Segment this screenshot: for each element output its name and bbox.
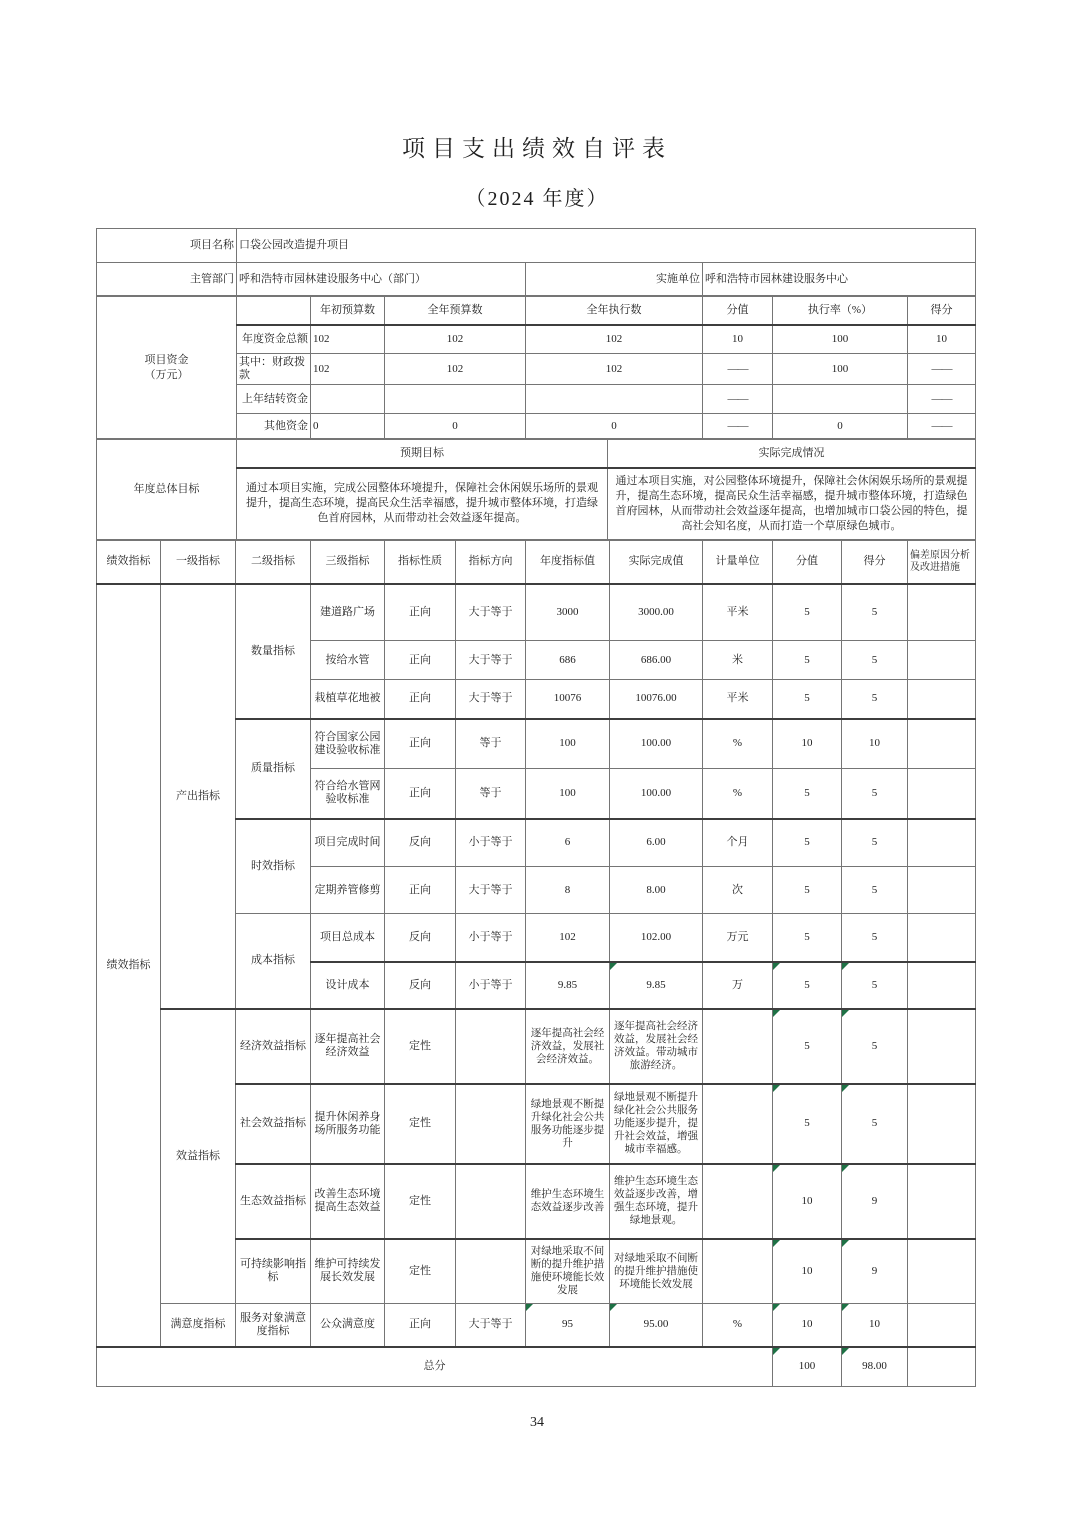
ind-r11-weight-value: 5 — [804, 1117, 810, 1129]
ind-r4-score: 10 — [842, 719, 908, 769]
ind-r2-score: 5 — [842, 641, 908, 680]
ind-r14-target — [526, 1304, 610, 1347]
funds-other-label: 其他资金 — [237, 414, 311, 439]
ind-r10-nature: 定性 — [385, 1009, 456, 1084]
project-name-value: 口袋公园改造提升项目 — [237, 229, 976, 263]
ind-r5-actual: 100.00 — [610, 769, 703, 819]
l2-service-label: 服务对象满意度指标 — [236, 1304, 311, 1347]
perf-group-label: 绩效指标 — [97, 584, 161, 1347]
total-score-value — [842, 1347, 908, 1387]
ind-r9-weight-value: 5 — [804, 978, 810, 991]
ind-r2-nature: 正向 — [385, 641, 456, 680]
page-title: 项目支出绩效自评表 — [402, 136, 672, 161]
ind-r11-direction — [456, 1084, 526, 1164]
ind-r4-deviation — [908, 719, 976, 769]
ind-r4-weight: 10 — [773, 719, 842, 769]
ind-r12-score-value: 9 — [871, 1194, 878, 1207]
annual-goal-label: 年度总体目标 — [97, 440, 237, 540]
l2-time-label: 时效指标 — [236, 819, 311, 914]
green-corner-flag-icon — [842, 1240, 849, 1247]
ind-r14-weight — [773, 1304, 842, 1347]
ind-r8-score: 5 — [842, 914, 908, 962]
ind-r1-score: 5 — [842, 584, 908, 641]
funds-header-score: 得分 — [908, 297, 976, 325]
ind-r7-direction: 大于等于 — [456, 867, 526, 914]
l2-economic-label: 经济效益指标 — [236, 1009, 311, 1084]
funds-header-blank — [237, 297, 311, 325]
funds-total-begin: 102 — [311, 325, 385, 354]
ind-r11-deviation — [908, 1084, 976, 1164]
dept-label: 主管部门 — [97, 263, 237, 296]
funds-carry-full — [385, 385, 526, 414]
funds-header-full: 全年预算数 — [385, 297, 526, 325]
expected-goal-header: 预期目标 — [237, 440, 608, 468]
ind-r3-direction: 大于等于 — [456, 680, 526, 719]
ind-r14-l3: 公众满意度 — [311, 1304, 385, 1347]
ind-r13-weight-value: 10 — [801, 1264, 813, 1277]
funds-row-label — [97, 297, 237, 439]
ind-r2-weight: 5 — [773, 641, 842, 680]
ind-r5-target: 100 — [526, 769, 610, 819]
ind-r13-deviation — [908, 1239, 976, 1304]
ind-r7-actual: 8.00 — [610, 867, 703, 914]
ind-header-l3: 三级指标 — [311, 541, 385, 584]
funds-fiscal-rate: 100 — [773, 354, 908, 385]
l2-sustain-label: 可持续影响指标 — [236, 1239, 311, 1304]
ind-r8-deviation — [908, 914, 976, 962]
ind-r12-l3: 改善生态环境提高生态效益 — [311, 1164, 385, 1239]
ind-r5-score: 5 — [842, 769, 908, 819]
ind-header-direction: 指标方向 — [456, 541, 526, 584]
green-corner-flag-icon — [842, 1165, 849, 1172]
dept-value: 呼和浩特市园林建设服务中心（部门） — [237, 263, 526, 296]
ind-r14-direction: 大于等于 — [456, 1304, 526, 1347]
ind-r9-direction: 小于等于 — [456, 962, 526, 1009]
funds-other-begin: 0 — [311, 414, 385, 439]
green-corner-flag-icon — [773, 1304, 780, 1311]
ind-r3-score: 5 — [842, 680, 908, 719]
funds-fiscal-label — [237, 354, 311, 385]
ind-r12-direction — [456, 1164, 526, 1239]
funds-total-rate: 100 — [773, 325, 908, 354]
ind-r3-actual: 10076.00 — [610, 680, 703, 719]
ind-r6-nature: 反向 — [385, 819, 456, 867]
ind-r5-nature: 正向 — [385, 769, 456, 819]
ind-r1-actual: 3000.00 — [610, 584, 703, 641]
ind-r11-weight — [773, 1084, 842, 1164]
funds-total-weight: 10 — [703, 325, 773, 354]
ind-r11-unit — [703, 1084, 773, 1164]
ind-r7-target: 8 — [526, 867, 610, 914]
ind-r13-nature: 定性 — [385, 1239, 456, 1304]
ind-r12-target: 维护生态环境生态效益逐步改善 — [526, 1164, 610, 1239]
ind-r9-actual-value: 9.85 — [646, 978, 666, 991]
funds-carry-label: 上年结转资金 — [237, 385, 311, 414]
l1-satisfaction-label: 满意度指标 — [161, 1304, 236, 1347]
ind-r11-actual: 绿地景观不断提升绿化社会公共服务功能逐步提升，提升社会效益，增强城市幸福感。 — [610, 1084, 703, 1164]
table-area — [96, 228, 977, 1387]
ind-r12-deviation — [908, 1164, 976, 1239]
ind-r12-actual: 维护生态环境生态效益逐步改善，增强生态环境，提升绿地景观。 — [610, 1164, 703, 1239]
funds-other-score: —— — [908, 414, 976, 439]
ind-header-weight: 分值 — [773, 541, 842, 584]
funds-header-exec: 全年执行数 — [526, 297, 703, 325]
ind-r6-direction: 小于等于 — [456, 819, 526, 867]
ind-r9-actual — [610, 962, 703, 1009]
l1-benefit-label: 效益指标 — [161, 1009, 236, 1304]
ind-r9-score-value: 5 — [871, 978, 878, 991]
green-corner-flag-icon — [610, 963, 617, 970]
green-corner-flag-icon — [773, 1010, 780, 1017]
funds-label-line1: 项目资金 — [144, 353, 189, 366]
ind-r12-weight — [773, 1164, 842, 1239]
ind-r3-nature: 正向 — [385, 680, 456, 719]
ind-r1-deviation — [908, 584, 976, 641]
ind-r5-deviation — [908, 769, 976, 819]
ind-r5-direction: 等于 — [456, 769, 526, 819]
ind-r1-direction: 大于等于 — [456, 584, 526, 641]
ind-r7-nature: 正向 — [385, 867, 456, 914]
funds-fiscal-begin: 102 — [311, 354, 385, 385]
ind-r4-actual: 100.00 — [610, 719, 703, 769]
ind-r10-score-value: 5 — [871, 1039, 878, 1052]
funds-total-score: 10 — [908, 325, 976, 354]
funds-other-weight: —— — [703, 414, 773, 439]
l2-social-label: 社会效益指标 — [236, 1084, 311, 1164]
funds-fiscal-weight: —— — [703, 354, 773, 385]
project-name-label: 项目名称 — [97, 229, 237, 263]
ind-r11-score — [842, 1084, 908, 1164]
ind-r3-target: 10076 — [526, 680, 610, 719]
ind-r2-deviation — [908, 641, 976, 680]
indicators-table — [96, 540, 976, 1387]
ind-r14-target-value: 95 — [562, 1318, 573, 1331]
ind-r6-weight: 5 — [773, 819, 842, 867]
ind-r10-weight-value: 5 — [804, 1039, 810, 1052]
funds-header-begin: 年初预算数 — [311, 297, 385, 325]
ind-r13-target: 对绿地采取不间断的提升维护措施使环境能长效发展 — [526, 1239, 610, 1304]
ind-r13-score-value: 9 — [871, 1264, 878, 1277]
funds-carry-weight: —— — [703, 385, 773, 414]
total-score-weight-value: 100 — [798, 1360, 816, 1373]
ind-r14-actual-value: 95.00 — [643, 1318, 669, 1331]
funds-total-exec: 102 — [526, 325, 703, 354]
annual-goal-table — [96, 439, 976, 540]
ind-r13-unit — [703, 1239, 773, 1304]
ind-r14-actual — [610, 1304, 703, 1347]
green-corner-flag-icon — [842, 963, 849, 970]
ind-r8-target: 102 — [526, 914, 610, 962]
funds-carry-exec — [526, 385, 703, 414]
ind-header-unit: 计量单位 — [703, 541, 773, 584]
ind-r14-weight-value: 10 — [801, 1318, 813, 1331]
ind-r5-unit: % — [703, 769, 773, 819]
ind-r2-target: 686 — [526, 641, 610, 680]
l1-output-label: 产出指标 — [161, 584, 236, 1009]
ind-header-target: 年度指标值 — [526, 541, 610, 584]
funds-carry-begin — [311, 385, 385, 414]
ind-r5-weight: 5 — [773, 769, 842, 819]
ind-r9-deviation — [908, 962, 976, 1009]
ind-r6-deviation — [908, 819, 976, 867]
funds-fiscal-label-text: 其中：财政拨款 — [239, 355, 305, 381]
ind-r10-score — [842, 1009, 908, 1084]
ind-r7-l3: 定期养管修剪 — [311, 867, 385, 914]
l2-quantity-label: 数量指标 — [236, 584, 311, 719]
ind-r6-unit: 个月 — [703, 819, 773, 867]
funds-total-full: 102 — [385, 325, 526, 354]
ind-r14-nature: 正向 — [385, 1304, 456, 1347]
funds-other-full: 0 — [385, 414, 526, 439]
funds-header-weight: 分值 — [703, 297, 773, 325]
ind-r4-target: 100 — [526, 719, 610, 769]
funds-carry-score: —— — [908, 385, 976, 414]
ind-r1-nature: 正向 — [385, 584, 456, 641]
total-score-weight — [773, 1347, 842, 1387]
ind-r9-score — [842, 962, 908, 1009]
ind-r7-unit: 次 — [703, 867, 773, 914]
funds-other-rate: 0 — [773, 414, 908, 439]
ind-r13-actual: 对绿地采取不间断的提升维护措施使环境能长效发展 — [610, 1239, 703, 1304]
ind-r1-unit: 平米 — [703, 584, 773, 641]
ind-r2-l3: 按给水管 — [311, 641, 385, 680]
green-corner-flag-icon — [842, 1348, 849, 1355]
ind-r9-target: 9.85 — [526, 962, 610, 1009]
funds-total-label: 年度资金总额 — [237, 325, 311, 354]
ind-r3-deviation — [908, 680, 976, 719]
ind-r8-actual: 102.00 — [610, 914, 703, 962]
ind-r1-weight: 5 — [773, 584, 842, 641]
ind-r14-deviation — [908, 1304, 976, 1347]
ind-header-deviation: 偏差原因分析及改进措施 — [908, 541, 976, 584]
green-corner-flag-icon — [773, 1165, 780, 1172]
funds-header-rate: 执行率（%） — [773, 297, 908, 325]
ind-r11-target: 绿地景观不断提升绿化社会公共服务功能逐步提升 — [526, 1084, 610, 1164]
ind-r2-unit: 米 — [703, 641, 773, 680]
l2-cost-label: 成本指标 — [236, 914, 311, 1009]
funds-fiscal-full: 102 — [385, 354, 526, 385]
green-corner-flag-icon — [842, 1010, 849, 1017]
ind-r4-unit: % — [703, 719, 773, 769]
ind-r10-actual: 逐年提高社会经济效益，发展社会经济效益。带动城市旅游经济。 — [610, 1009, 703, 1084]
ind-r3-l3: 栽植草花地被 — [311, 680, 385, 719]
ind-header-perf: 绩效指标 — [97, 541, 161, 584]
ind-r8-nature: 反向 — [385, 914, 456, 962]
ind-header-score: 得分 — [842, 541, 908, 584]
ind-r5-l3: 符合给水管网验收标准 — [311, 769, 385, 819]
ind-r6-actual: 6.00 — [610, 819, 703, 867]
ind-r14-score — [842, 1304, 908, 1347]
impl-label: 实施单位 — [526, 263, 703, 296]
ind-r12-weight-value: 10 — [801, 1194, 813, 1207]
total-score-deviation — [908, 1347, 976, 1387]
ind-r10-deviation — [908, 1009, 976, 1084]
total-score-label: 总分 — [97, 1347, 773, 1387]
green-corner-flag-icon — [526, 1304, 533, 1311]
ind-r4-l3: 符合国家公园建设验收标准 — [311, 719, 385, 769]
ind-r11-l3: 提升休闲养身场所服务功能 — [311, 1084, 385, 1164]
ind-r8-l3: 项目总成本 — [311, 914, 385, 962]
green-corner-flag-icon — [773, 1085, 780, 1092]
ind-r11-nature: 定性 — [385, 1084, 456, 1164]
ind-r12-unit — [703, 1164, 773, 1239]
actual-result-header: 实际完成情况 — [608, 440, 976, 468]
ind-r10-target: 逐年提高社会经济效益，发展社会经济效益。 — [526, 1009, 610, 1084]
ind-r10-unit — [703, 1009, 773, 1084]
ind-r14-unit: % — [703, 1304, 773, 1347]
ind-header-nature: 指标性质 — [385, 541, 456, 584]
project-info-table — [96, 228, 976, 296]
ind-header-l2: 二级指标 — [236, 541, 311, 584]
ind-r10-direction — [456, 1009, 526, 1084]
ind-r9-l3: 设计成本 — [311, 962, 385, 1009]
ind-r4-nature: 正向 — [385, 719, 456, 769]
ind-r1-target: 3000 — [526, 584, 610, 641]
green-corner-flag-icon — [773, 963, 780, 970]
ind-r10-weight — [773, 1009, 842, 1084]
ind-r3-weight: 5 — [773, 680, 842, 719]
ind-r12-score — [842, 1164, 908, 1239]
ind-r13-weight — [773, 1239, 842, 1304]
l2-quality-label: 质量指标 — [236, 719, 311, 819]
ind-r13-l3: 维护可持续发展长效发展 — [311, 1239, 385, 1304]
ind-r8-direction: 小于等于 — [456, 914, 526, 962]
l2-eco-label: 生态效益指标 — [236, 1164, 311, 1239]
funds-fiscal-score: —— — [908, 354, 976, 385]
green-corner-flag-icon — [610, 1304, 617, 1311]
ind-r10-l3: 逐年提高社会经济效益 — [311, 1009, 385, 1084]
green-corner-flag-icon — [773, 1240, 780, 1247]
ind-r1-l3: 建道路广场 — [311, 584, 385, 641]
ind-header-l1: 一级指标 — [161, 541, 236, 584]
total-score-value-text: 98.00 — [862, 1360, 887, 1373]
ind-r7-deviation — [908, 867, 976, 914]
ind-r12-nature: 定性 — [385, 1164, 456, 1239]
expected-goal-text: 通过本项目实施，完成公园整体环境提升，保障社会休闲娱乐场所的景观提升，提高生态环境，提高民众生活幸福感，提升城市整体环境，打造绿色首府园林，从而带动社会效益逐年提高。 — [237, 468, 608, 540]
green-corner-flag-icon — [842, 1085, 849, 1092]
ind-r6-score: 5 — [842, 819, 908, 867]
funds-label-line2: （万元） — [144, 368, 189, 381]
green-corner-flag-icon — [773, 1348, 780, 1355]
funds-other-exec: 0 — [526, 414, 703, 439]
funds-carry-rate — [773, 385, 908, 414]
green-corner-flag-icon — [842, 1304, 849, 1311]
page-subtitle: （2024 年度） — [465, 188, 609, 210]
ind-r2-actual: 686.00 — [610, 641, 703, 680]
ind-r13-score — [842, 1239, 908, 1304]
ind-r6-target: 6 — [526, 819, 610, 867]
ind-r11-score-value: 5 — [871, 1117, 878, 1129]
ind-r9-nature: 反向 — [385, 962, 456, 1009]
impl-value: 呼和浩特市园林建设服务中心 — [703, 263, 976, 296]
ind-r8-unit: 万元 — [703, 914, 773, 962]
ind-r2-direction: 大于等于 — [456, 641, 526, 680]
ind-r9-unit: 万 — [703, 962, 773, 1009]
ind-r9-weight — [773, 962, 842, 1009]
ind-header-actual: 实际完成值 — [610, 541, 703, 584]
ind-r7-score: 5 — [842, 867, 908, 914]
ind-r13-direction — [456, 1239, 526, 1304]
ind-r7-weight: 5 — [773, 867, 842, 914]
actual-result-text: 通过本项目实施，对公园整体环境提升，保障社会休闲娱乐场所的景观提升，提高生态环境，提高民众生活幸福感，提升城市整体环境，打造绿色首府园林，从而带动社会效益逐年提高，也增加城市口袋公园的特色，提高社会知名度，从而打造一个草原绿色城市。 — [608, 468, 976, 540]
page-number: 34 — [530, 1415, 544, 1430]
funds-fiscal-exec: 102 — [526, 354, 703, 385]
ind-r6-l3: 项目完成时间 — [311, 819, 385, 867]
ind-r3-unit: 平米 — [703, 680, 773, 719]
ind-r14-score-value: 10 — [869, 1318, 880, 1331]
ind-r8-weight: 5 — [773, 914, 842, 962]
funds-table — [96, 296, 976, 439]
ind-r4-direction: 等于 — [456, 719, 526, 769]
